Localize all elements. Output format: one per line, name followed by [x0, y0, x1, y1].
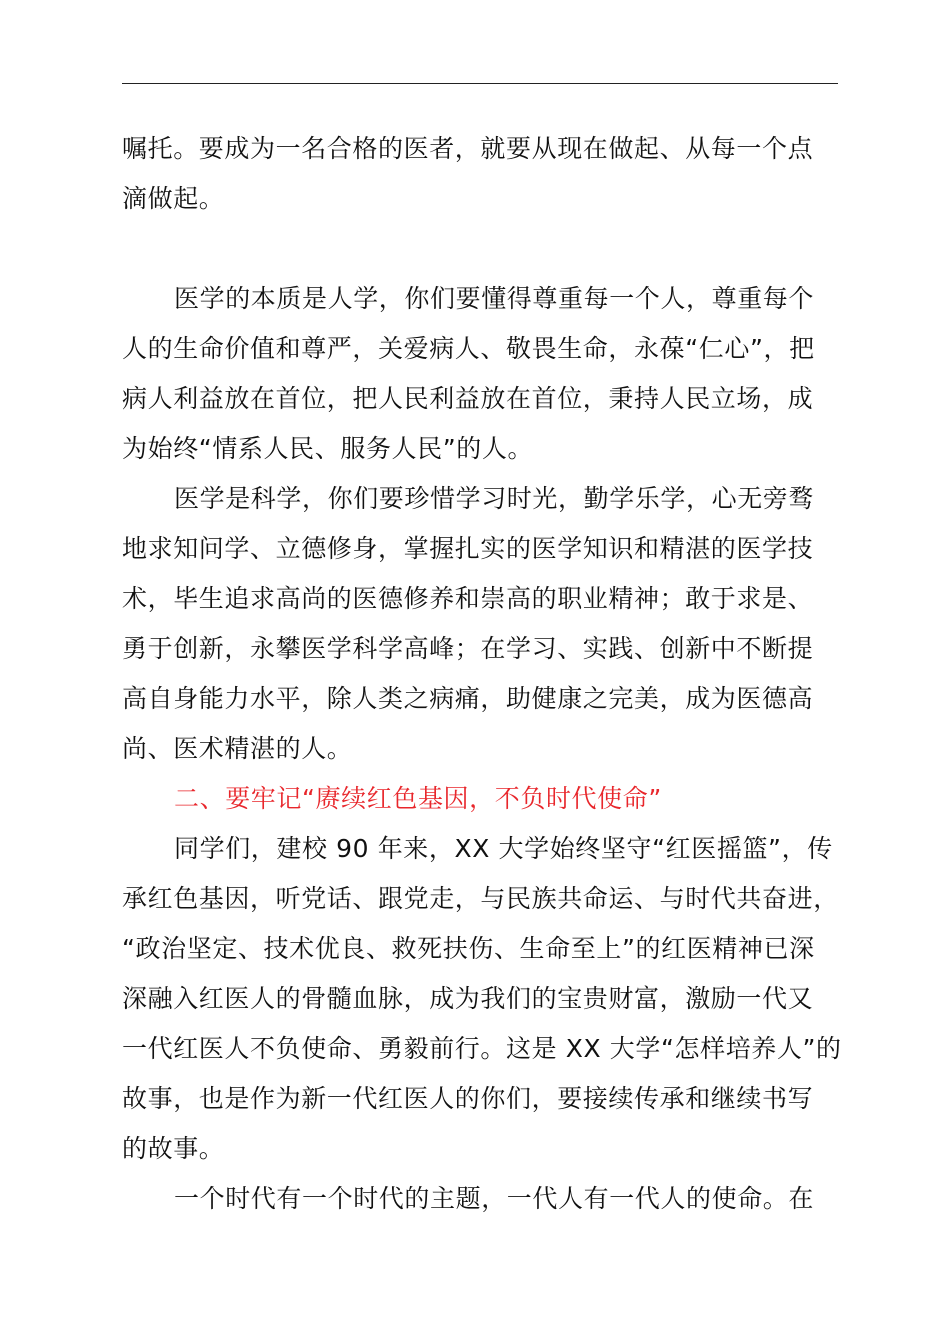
paragraph-start-line: 一个时代有一个时代的主题，一代人有一代人的使命。在 [174, 1184, 815, 1213]
text-line: 高自身能力水平，除人类之病痛，助健康之完美，成为医德高 [122, 684, 814, 713]
text-line: “政治坚定、技术优良、救死扶伤、生命至上”的红医精神已深 [122, 934, 815, 963]
text-line: 勇于创新，永攀医学科学高峰；在学习、实践、创新中不断提 [122, 634, 814, 663]
text-line: 人的生命价值和尊严，关爱病人、敬畏生命，永葆“仁心”，把 [122, 334, 815, 363]
text-line: 尚、医术精湛的人。 [122, 734, 353, 763]
text-line: 病人利益放在首位，把人民利益放在首位，秉持人民立场，成 [122, 384, 814, 413]
text-line: 一代红医人不负使命、勇毅前行。这是 XX 大学“怎样培养人”的 [122, 1034, 842, 1063]
header-divider [122, 83, 838, 84]
section-heading: 二、要牢记“赓续红色基因，不负时代使命” [174, 784, 662, 813]
text-line: 深融入红医人的骨髓血脉，成为我们的宝贵财富，激励一代又 [122, 984, 814, 1013]
text-line: 承红色基因，听党话、跟党走，与民族共命运、与时代共奋进， [122, 884, 839, 913]
text-line: 滴做起。 [122, 184, 225, 213]
text-line: 嘱托。要成为一名合格的医者，就要从现在做起、从每一个点 [122, 134, 814, 163]
text-line: 术，毕生追求高尚的医德修养和崇高的职业精神；敢于求是、 [122, 584, 814, 613]
text-line: 故事，也是作为新一代红医人的你们，要接续传承和继续书写 [122, 1084, 814, 1113]
paragraph-start-line: 医学是科学，你们要珍惜学习时光，勤学乐学，心无旁骛 [174, 484, 815, 513]
text-line: 为始终“情系人民、服务人民”的人。 [122, 434, 534, 463]
text-line: 的故事。 [122, 1134, 225, 1163]
paragraph-start-line: 医学的本质是人学，你们要懂得尊重每一个人，尊重每个 [174, 284, 815, 313]
paragraph-start-line: 同学们，建校 90 年来，XX 大学始终坚守“红医摇篮”，传 [174, 834, 833, 863]
text-line: 地求知问学、立德修身，掌握扎实的医学知识和精湛的医学技 [122, 534, 814, 563]
